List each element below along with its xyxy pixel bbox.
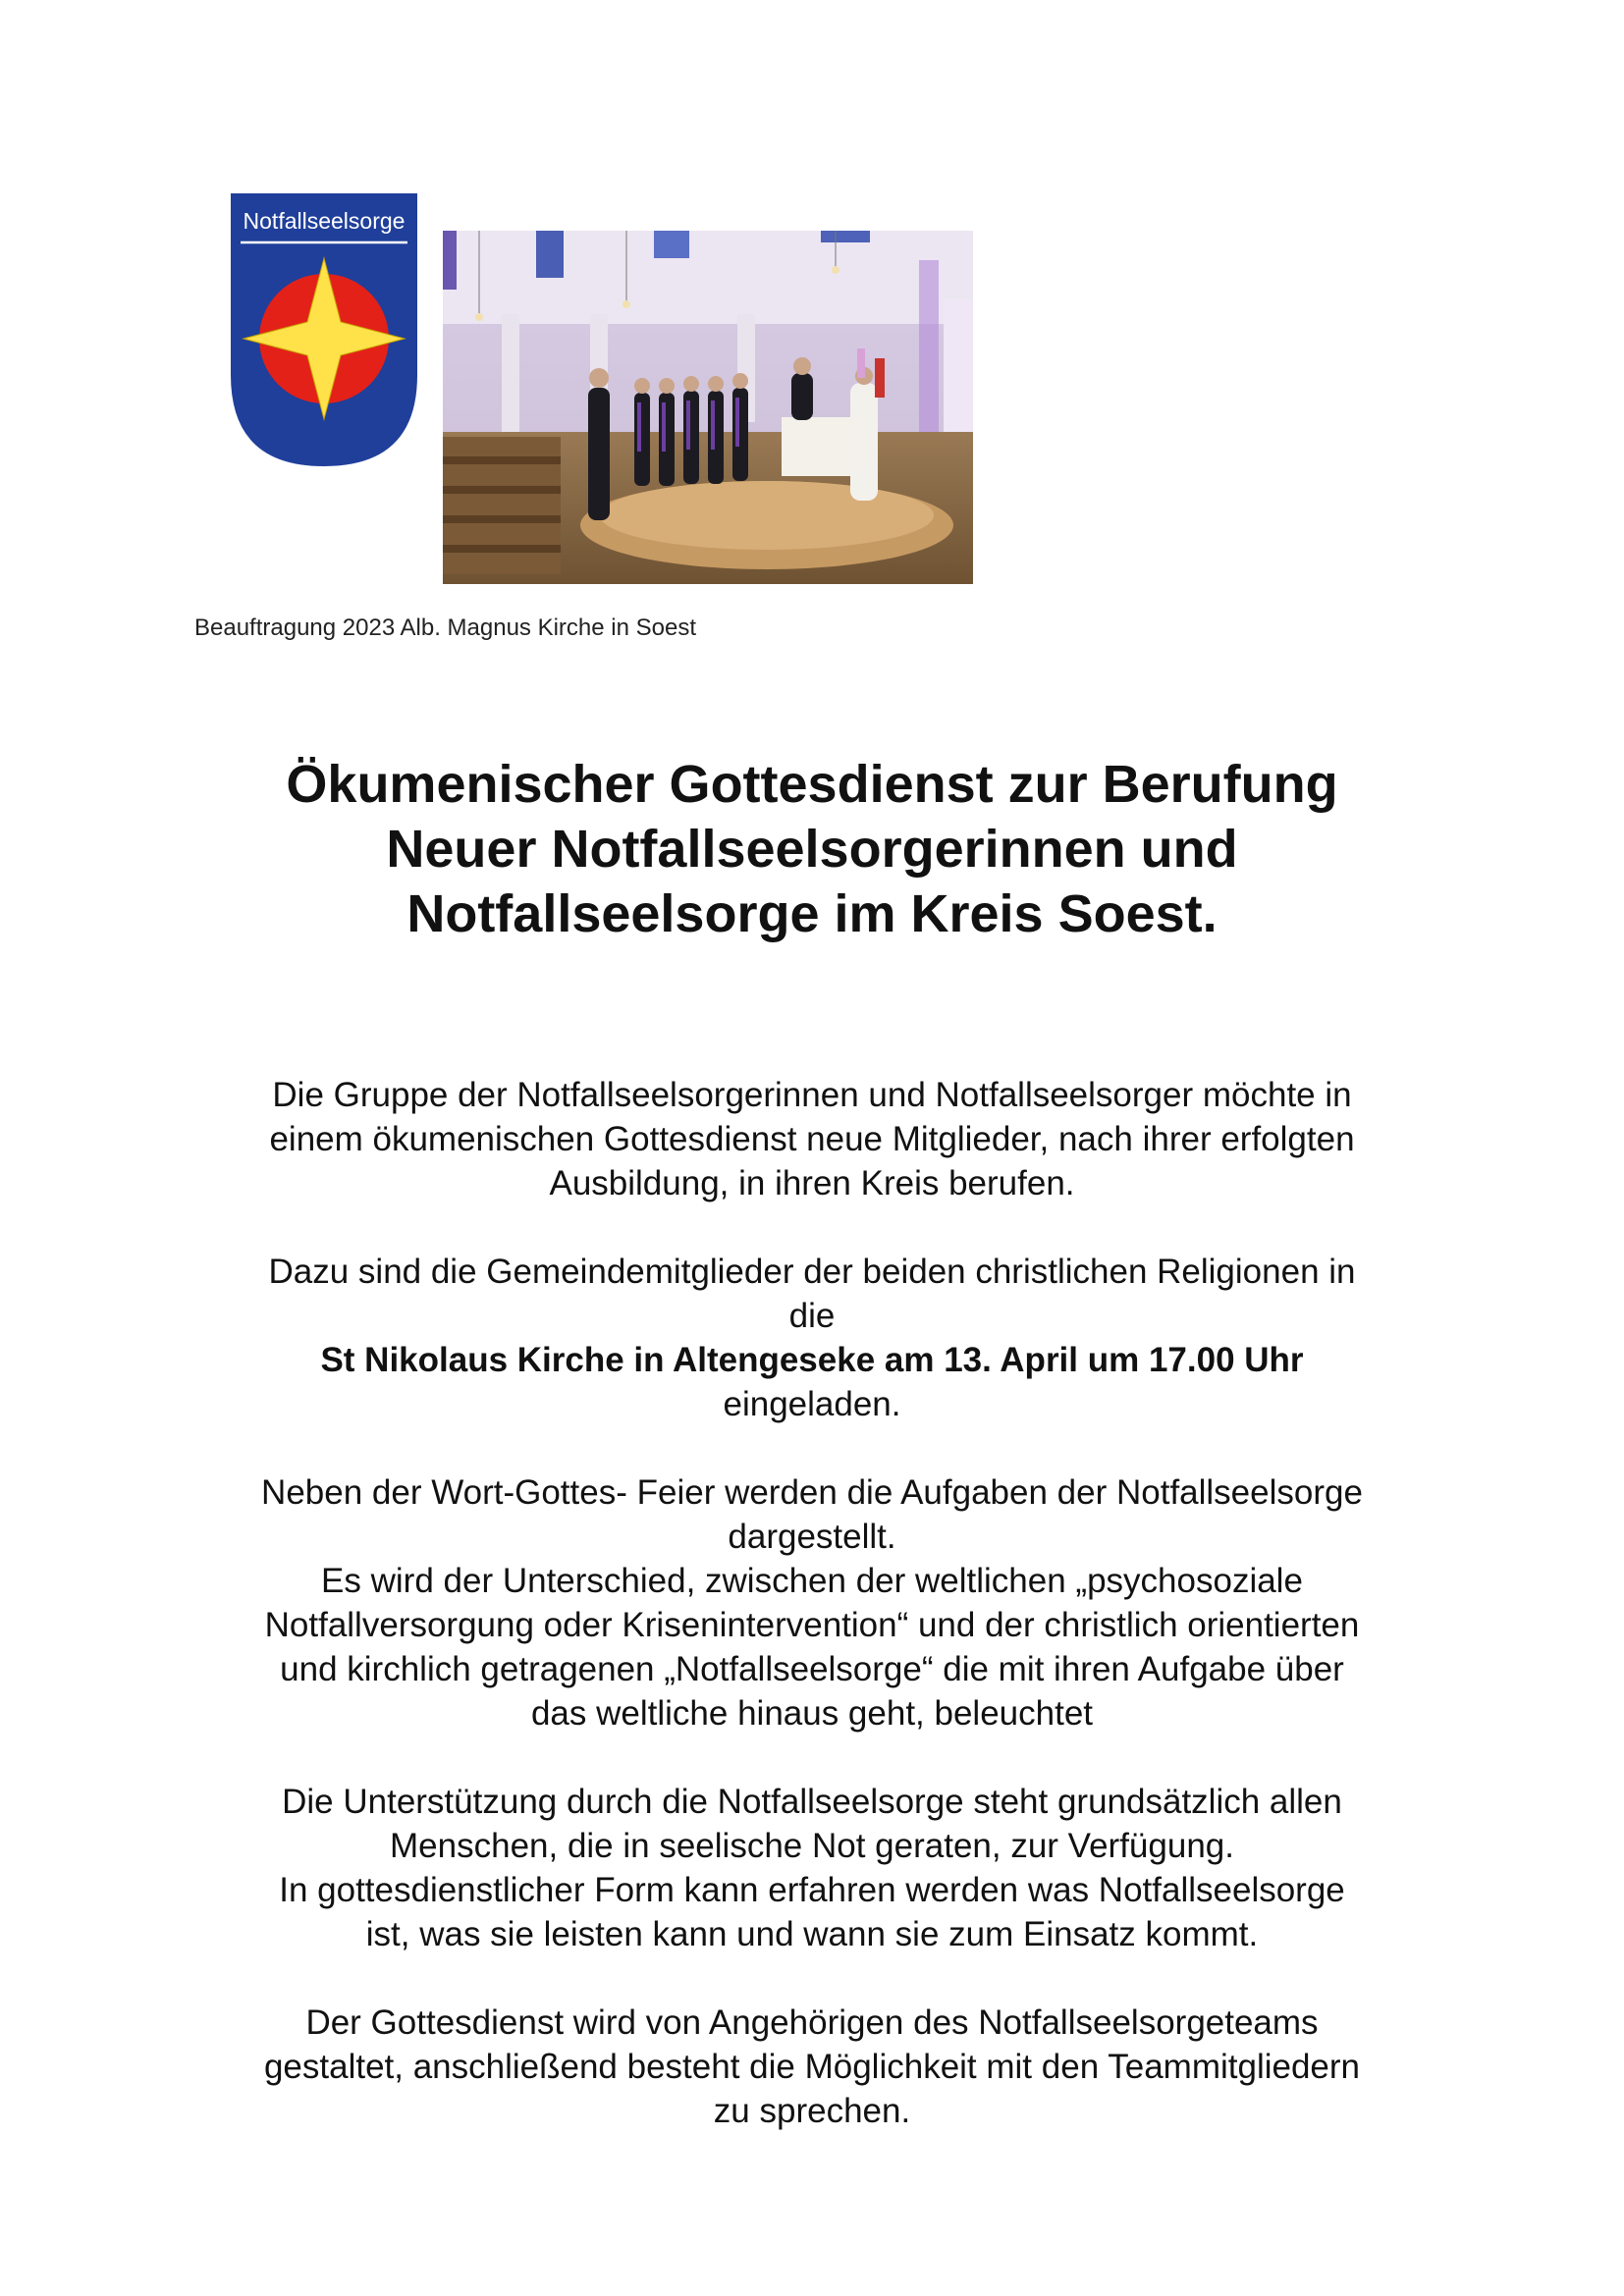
text-line: und kirchlich getragenen „Notfallseelsorge“ die mit ihren Aufgabe über xyxy=(280,1650,1344,1688)
event-location-date: St Nikolaus Kirche in Altengeseke am 13. April um 17.00 Uhr xyxy=(320,1341,1304,1379)
text-line: das weltliche hinaus geht, beleuchtet xyxy=(530,1694,1094,1733)
text-line: Es wird der Unterschied, zwischen der weltlichen „psychosoziale xyxy=(321,1562,1303,1600)
text-line: einem ökumenischen Gottesdienst neue Mitglieder, nach ihrer erfolgten xyxy=(269,1120,1355,1158)
text-line: gestaltet, anschließend besteht die Möglichkeit mit den Teammitgliedern xyxy=(263,2048,1361,2086)
photo-caption: Beauftragung 2023 Alb. Magnus Kirche in Soest xyxy=(194,614,697,641)
text-line: Menschen, die in seelische Not geraten, zur Verfügung. xyxy=(390,1827,1234,1865)
paragraph-support xyxy=(177,1780,1447,1956)
text-line: die xyxy=(788,1297,836,1335)
text-line: Die Unterstützung durch die Notfallseelsorge steht grundsätzlich allen xyxy=(282,1783,1342,1821)
text-line: In gottesdienstlicher Form kann erfahren werden was Notfallseelsorge xyxy=(279,1871,1345,1909)
text-line: Die Gruppe der Notfallseelsorgerinnen und Notfallseelsorger möchte in xyxy=(272,1076,1352,1114)
title-line: Neuer Notfallseelsorgerinnen und xyxy=(386,820,1238,879)
paragraph-closing xyxy=(177,2001,1447,2133)
text-line: dargestellt. xyxy=(728,1518,896,1556)
text-line: Dazu sind die Gemeindemitglieder der beiden christlichen Religionen in xyxy=(268,1253,1356,1291)
page-title xyxy=(147,752,1477,946)
title-line: Notfallseelsorge im Kreis Soest. xyxy=(406,884,1218,943)
paragraph-program xyxy=(177,1470,1447,1735)
notfallseelsorge-logo xyxy=(231,193,417,466)
text-line: zu sprechen. xyxy=(713,2092,911,2130)
text-line: Notfallversorgung oder Krisenintervention“ und der christlich orientierten xyxy=(264,1606,1360,1644)
body-text xyxy=(177,1073,1447,2177)
paragraph-intro xyxy=(177,1073,1447,1205)
logo-text: Notfallseelsorge xyxy=(243,208,406,234)
text-line: Neben der Wort-Gottes- Feier werden die Aufgaben der Notfallseelsorge xyxy=(261,1473,1363,1512)
church-service-photo xyxy=(443,231,973,584)
text-line: Ausbildung, in ihren Kreis berufen. xyxy=(549,1164,1075,1202)
paragraph-invitation xyxy=(177,1250,1447,1426)
text-line: ist, was sie leisten kann und wann sie zum Einsatz kommt. xyxy=(365,1915,1259,1953)
title-line: Ökumenischer Gottesdienst zur Berufung xyxy=(286,755,1338,814)
text-line: eingeladen. xyxy=(723,1385,901,1423)
text-line: Der Gottesdienst wird von Angehörigen des Notfallseelsorgeteams xyxy=(305,2003,1319,2042)
